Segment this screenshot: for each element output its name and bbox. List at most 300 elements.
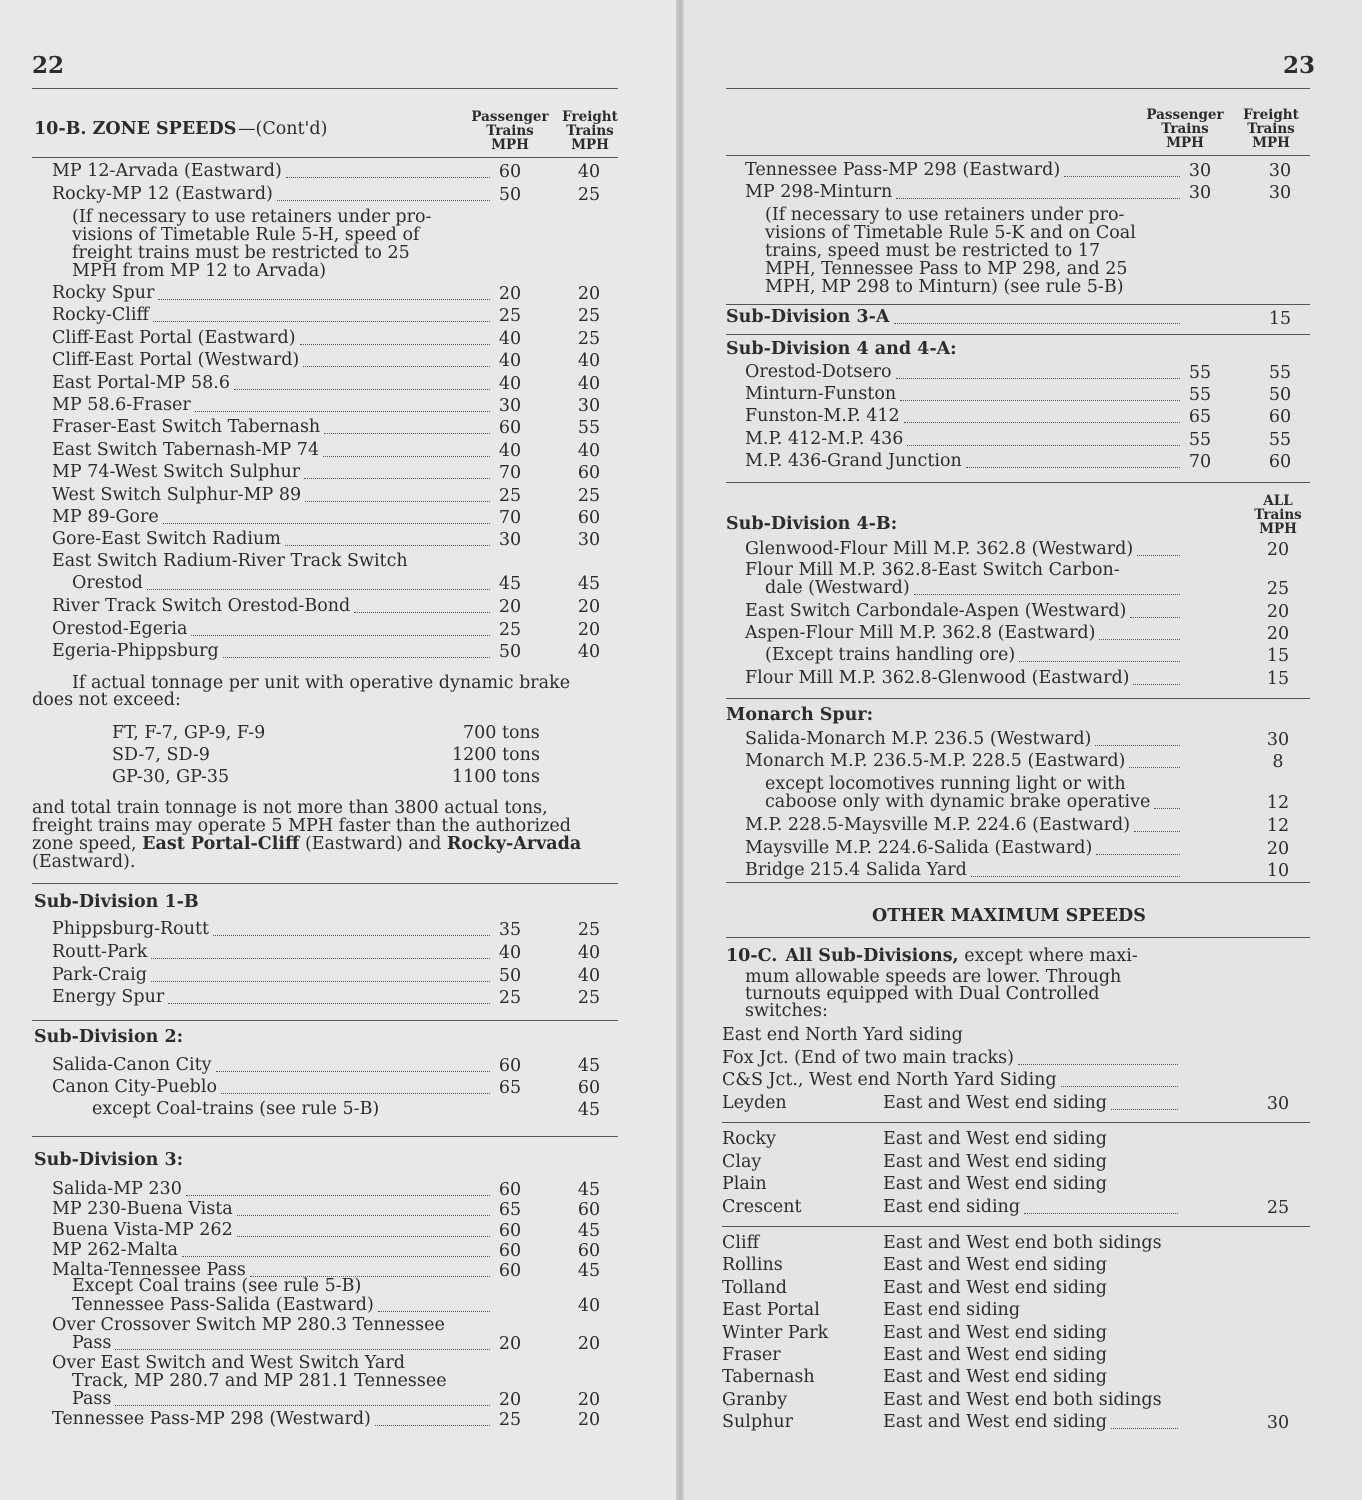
freight-speed: 60 bbox=[577, 463, 601, 484]
paragraph-line: freight trains may operate 5 MPH faster than the authorized bbox=[32, 816, 571, 836]
dot-leader bbox=[115, 1405, 490, 1406]
subdivision-title: Sub-Division 3: bbox=[34, 1150, 184, 1170]
dot-leader bbox=[1133, 684, 1180, 685]
turnout-description: East and West end siding bbox=[883, 1129, 1107, 1149]
location-name: Winter Park bbox=[722, 1322, 829, 1343]
turnout-description: East and West end siding bbox=[883, 1255, 1107, 1276]
all-trains-header bbox=[1233, 494, 1323, 536]
table-row-label: Tennessee Pass-MP 298 (Westward) bbox=[52, 1409, 371, 1429]
table-row-label: dale (Westward) bbox=[765, 578, 910, 598]
subdivision-title: Sub-Division 3-A bbox=[726, 307, 890, 327]
freight-speed: 45 bbox=[577, 1056, 601, 1076]
horizontal-rule bbox=[32, 1136, 618, 1137]
dot-leader bbox=[324, 433, 490, 434]
turnout-description: East and West end siding bbox=[883, 1322, 1107, 1343]
table-row-label: Orestod bbox=[72, 573, 143, 593]
freight-speed: 25 bbox=[577, 485, 601, 506]
horizontal-rule bbox=[32, 883, 618, 884]
dot-leader bbox=[1111, 1428, 1178, 1429]
right-page bbox=[680, 0, 1362, 1500]
dot-leader bbox=[186, 1195, 490, 1196]
passenger-speed: 25 bbox=[498, 619, 522, 640]
passenger-speed: 30 bbox=[1188, 161, 1212, 181]
passenger-speed: 25 bbox=[498, 988, 522, 1009]
table-row-label: MP 298-Minturn bbox=[745, 182, 893, 202]
horizontal-rule bbox=[32, 157, 618, 158]
horizontal-rule bbox=[726, 334, 1310, 335]
paragraph-line: does not exceed: bbox=[32, 690, 181, 710]
turnout-description: East and West end siding bbox=[883, 1345, 1107, 1365]
passenger-speed: 30 bbox=[1188, 183, 1212, 203]
table-row-label: Bridge 215.4 Salida Yard bbox=[745, 860, 967, 880]
freight-speed: 25 bbox=[577, 306, 601, 327]
table-row-label: Except Coal trains (see rule 5-B) bbox=[72, 1276, 362, 1296]
dot-leader bbox=[305, 501, 490, 502]
passenger-speed: 60 bbox=[498, 1180, 522, 1200]
table-row-label: East Switch Tabernash-MP 74 bbox=[52, 439, 320, 460]
page-number: 22 bbox=[32, 52, 65, 79]
note-line: visions of Timetable Rule 5-K and on Coal bbox=[765, 223, 1136, 243]
freight-speed: 40 bbox=[577, 642, 601, 662]
dot-leader bbox=[896, 378, 1180, 379]
freight-speed: 55 bbox=[1268, 363, 1292, 383]
dot-leader bbox=[216, 1071, 490, 1072]
column-header-line: Freight bbox=[1243, 107, 1299, 123]
dot-leader bbox=[896, 198, 1180, 199]
dot-leader bbox=[971, 876, 1180, 877]
freight-header bbox=[1226, 108, 1316, 150]
table-row-label: MP 58.6-Fraser bbox=[52, 395, 191, 415]
location-name: East Portal bbox=[722, 1300, 820, 1321]
passenger-speed: 40 bbox=[498, 942, 522, 963]
table-row-label: Flour Mill M.P. 362.8-Glenwood (Eastward) bbox=[745, 668, 1130, 688]
dot-leader bbox=[304, 478, 490, 479]
freight-speed: 20 bbox=[577, 284, 601, 304]
dot-leader bbox=[1096, 854, 1180, 855]
location-name: Clay bbox=[722, 1151, 762, 1172]
paragraph-span: (Eastward) and bbox=[299, 834, 447, 854]
location-name: East end North Yard siding bbox=[722, 1025, 963, 1045]
table-row-label: Aspen-Flour Mill M.P. 362.8 (Eastward) bbox=[745, 623, 1096, 643]
note-line: visions of Timetable Rule 5-H, speed of bbox=[72, 225, 420, 245]
all-trains-speed: 20 bbox=[1266, 838, 1290, 859]
location-name: Fraser bbox=[722, 1345, 781, 1365]
freight-speed: 20 bbox=[577, 1390, 601, 1410]
passenger-speed: 40 bbox=[498, 351, 522, 372]
all-trains-speed: 30 bbox=[1266, 730, 1290, 750]
dot-leader bbox=[285, 545, 490, 546]
paragraph-line: If actual tonnage per unit with operative dynamic brake bbox=[72, 673, 571, 693]
table-row-label: Tennessee Pass-Salida (Eastward) bbox=[72, 1295, 374, 1315]
passenger-header bbox=[465, 110, 555, 152]
passenger-speed: 70 bbox=[1188, 451, 1212, 472]
dot-leader bbox=[900, 400, 1180, 401]
dot-leader bbox=[1024, 1213, 1178, 1214]
dot-leader bbox=[1018, 1064, 1178, 1065]
freight-speed: 45 bbox=[577, 1261, 601, 1282]
turnout-description: East and West end both sidings bbox=[883, 1389, 1162, 1410]
table-row-label: Buena Vista-MP 262 bbox=[52, 1219, 233, 1240]
dot-leader bbox=[1129, 767, 1180, 768]
passenger-speed: 20 bbox=[498, 597, 522, 617]
passenger-speed: 70 bbox=[498, 508, 522, 528]
column-header-line: Passenger bbox=[471, 109, 549, 125]
turnout-description: East and West end siding bbox=[883, 1277, 1107, 1298]
freight-speed: 25 bbox=[577, 988, 601, 1009]
table-row-label: Pass bbox=[72, 1389, 112, 1409]
dot-leader bbox=[158, 299, 490, 300]
dot-leader bbox=[907, 445, 1180, 446]
passenger-speed: 60 bbox=[498, 418, 522, 439]
table-row-label: Funston-M.P. 412 bbox=[745, 406, 900, 427]
passenger-speed: 60 bbox=[498, 1056, 522, 1076]
freight-speed: 15 bbox=[1268, 309, 1292, 329]
freight-speed: 25 bbox=[577, 184, 601, 205]
column-header-line: Trains bbox=[486, 123, 534, 139]
table-row-label: Routt-Park bbox=[52, 941, 148, 962]
passenger-speed: 60 bbox=[498, 162, 522, 182]
dot-leader bbox=[234, 389, 490, 390]
passenger-speed: 50 bbox=[498, 184, 522, 205]
note-line: freight trains must be restricted to 25 bbox=[72, 243, 410, 263]
table-row-label: Orestod-Dotsero bbox=[745, 362, 892, 382]
freight-speed: 30 bbox=[1268, 183, 1292, 203]
table-row-label: Energy Spur bbox=[52, 987, 165, 1008]
turnout-description: East end siding bbox=[883, 1196, 1021, 1217]
freight-speed: 45 bbox=[577, 1100, 601, 1120]
table-row-label: caboose only with dynamic brake operative bbox=[765, 792, 1151, 812]
table-row-label: East Portal-MP 58.6 bbox=[52, 372, 230, 393]
location-name: Leyden bbox=[722, 1092, 787, 1113]
horizontal-rule bbox=[726, 937, 1310, 938]
freight-speed: 45 bbox=[577, 1180, 601, 1200]
all-trains-speed: 10 bbox=[1266, 861, 1290, 881]
location-name: Crescent bbox=[722, 1196, 802, 1217]
table-row-label: Fraser-East Switch Tabernash bbox=[52, 417, 321, 438]
table-row-label: Rocky-MP 12 (Eastward) bbox=[52, 183, 273, 204]
location-name: Fox Jct. (End of two main tracks) bbox=[722, 1047, 1014, 1068]
passenger-speed: 35 bbox=[498, 920, 522, 940]
all-trains-speed: 20 bbox=[1266, 540, 1290, 560]
freight-speed: 20 bbox=[577, 597, 601, 617]
all-trains-speed: 8 bbox=[1272, 752, 1284, 772]
turnout-description: East and West end siding bbox=[883, 1151, 1107, 1172]
freight-speed: 20 bbox=[577, 1410, 601, 1430]
subdivision-title: Sub-Division 1-B bbox=[34, 892, 199, 912]
paragraph-line: and total train tonnage is not more than 3800 actual tons, bbox=[32, 798, 548, 818]
tonnage-value: 1200 tons bbox=[452, 745, 540, 765]
column-header-line: Trains bbox=[1247, 121, 1295, 137]
table-row-label: Salida-MP 230 bbox=[52, 1179, 182, 1199]
horizontal-rule bbox=[726, 698, 1310, 699]
passenger-header bbox=[1140, 108, 1230, 150]
passenger-speed: 40 bbox=[498, 373, 522, 394]
dot-leader bbox=[1154, 808, 1180, 809]
passenger-speed: 25 bbox=[498, 1410, 522, 1430]
dot-leader bbox=[354, 612, 490, 613]
location-name: Cliff bbox=[722, 1233, 760, 1253]
dot-leader bbox=[914, 594, 1180, 595]
freight-speed: 30 bbox=[577, 530, 601, 551]
column-header-line: Trains bbox=[1254, 507, 1302, 523]
dot-leader bbox=[1099, 639, 1180, 640]
table-row-label: Track, MP 280.7 and MP 281.1 Tennessee bbox=[72, 1371, 447, 1391]
dot-leader bbox=[151, 958, 490, 959]
dot-leader bbox=[195, 411, 490, 412]
freight-speed: 40 bbox=[577, 162, 601, 182]
table-row-label: Rocky Spur bbox=[52, 283, 155, 303]
section-title: 10-B. ZONE SPEEDS bbox=[34, 119, 237, 139]
dot-leader bbox=[168, 1003, 490, 1004]
tonnage-value: 1100 tons bbox=[452, 767, 540, 787]
column-header-line: Trains bbox=[1161, 121, 1209, 137]
dot-leader bbox=[286, 177, 490, 178]
table-row-label: Monarch M.P. 236.5-M.P. 228.5 (Eastward) bbox=[745, 751, 1126, 771]
dot-leader bbox=[147, 589, 490, 590]
table-row-label: East Switch Carbondale-Aspen (Westward) bbox=[745, 601, 1127, 621]
table-row-label: MP 262-Malta bbox=[52, 1239, 178, 1260]
column-header-line: MPH bbox=[491, 137, 529, 153]
all-trains-speed: 20 bbox=[1266, 624, 1290, 644]
passenger-speed: 45 bbox=[498, 574, 522, 594]
freight-speed: 40 bbox=[577, 1296, 601, 1316]
passenger-speed: 65 bbox=[498, 1200, 522, 1221]
passenger-speed: 30 bbox=[498, 530, 522, 551]
passenger-speed: 60 bbox=[498, 1220, 522, 1241]
passenger-speed: 60 bbox=[498, 1261, 522, 1282]
dot-leader bbox=[153, 321, 490, 322]
note-line: (If necessary to use retainers under pro- bbox=[765, 205, 1125, 225]
table-row-label: (Except trains handling ore) bbox=[765, 645, 1016, 665]
table-row-label: Tennessee Pass-MP 298 (Eastward) bbox=[745, 160, 1061, 180]
passenger-speed: 20 bbox=[498, 1390, 522, 1410]
table-row-label: Cliff-East Portal (Eastward) bbox=[52, 327, 296, 348]
table-row-label: Malta-Tennessee Pass bbox=[52, 1260, 246, 1281]
dot-leader bbox=[277, 200, 490, 201]
column-header-line: MPH bbox=[1166, 135, 1204, 151]
horizontal-rule bbox=[722, 1122, 1310, 1123]
dot-leader bbox=[966, 467, 1180, 468]
freight-speed: 25 bbox=[577, 328, 601, 349]
dot-leader bbox=[1137, 555, 1180, 556]
horizontal-rule bbox=[726, 155, 1310, 156]
passenger-speed: 20 bbox=[498, 284, 522, 304]
table-row-label: Cliff-East Portal (Westward) bbox=[52, 350, 300, 371]
column-header-line: Freight bbox=[562, 109, 618, 125]
column-header-line: MPH bbox=[1252, 135, 1290, 151]
passenger-speed: 55 bbox=[1188, 363, 1212, 383]
passenger-speed: 40 bbox=[498, 440, 522, 461]
dot-leader bbox=[303, 366, 490, 367]
location-name: Granby bbox=[722, 1389, 788, 1410]
dot-leader bbox=[1134, 831, 1180, 832]
horizontal-rule bbox=[726, 482, 1310, 483]
column-header-line: ALL bbox=[1263, 493, 1293, 509]
column-header-line: Passenger bbox=[1146, 107, 1224, 123]
table-row-label: Flour Mill M.P. 362.8-East Switch Carbon- bbox=[745, 560, 1120, 580]
passenger-speed: 40 bbox=[498, 328, 522, 349]
section-heading: OTHER MAXIMUM SPEEDS bbox=[872, 906, 1146, 926]
all-trains-speed: 15 bbox=[1266, 669, 1290, 689]
paragraph-line: mum allowable speeds are lower. Through bbox=[745, 967, 1122, 987]
column-header-line: Trains bbox=[566, 123, 614, 139]
freight-speed: 20 bbox=[577, 619, 601, 640]
column-header-line: MPH bbox=[1259, 521, 1297, 537]
passenger-speed: 25 bbox=[498, 306, 522, 327]
table-row-label: Minturn-Funston bbox=[745, 384, 897, 405]
all-trains-speed: 25 bbox=[1266, 579, 1290, 599]
dot-leader bbox=[213, 935, 490, 936]
turnout-description: East and West end siding bbox=[883, 1092, 1107, 1113]
freight-speed: 60 bbox=[1268, 407, 1292, 428]
passenger-speed: 65 bbox=[498, 1078, 522, 1098]
paragraph-line bbox=[726, 948, 1138, 966]
dot-leader bbox=[300, 344, 490, 345]
dot-leader bbox=[191, 635, 490, 636]
table-row-label: East Switch Radium-River Track Switch bbox=[52, 551, 408, 571]
table-row-label: MP 12-Arvada (Eastward) bbox=[52, 161, 282, 181]
freight-speed: 40 bbox=[577, 942, 601, 963]
dot-leader bbox=[182, 1256, 490, 1257]
passenger-speed: 30 bbox=[498, 396, 522, 416]
horizontal-rule bbox=[722, 1226, 1310, 1227]
table-row-label: MP 230-Buena Vista bbox=[52, 1199, 233, 1220]
table-row-label: Phippsburg-Routt bbox=[52, 919, 210, 939]
subdivision-title: Sub-Division 2: bbox=[34, 1027, 184, 1047]
passenger-speed: 55 bbox=[1188, 429, 1212, 450]
note-line: MPH, MP 298 to Minturn) (see rule 5-B) bbox=[765, 277, 1124, 297]
dot-leader bbox=[323, 456, 490, 457]
paragraph-span: except where maxi- bbox=[958, 946, 1138, 966]
section-title-cont: —(Cont'd) bbox=[238, 119, 328, 139]
dot-leader bbox=[894, 323, 1180, 324]
note-line: MPH, Tennessee Pass to MP 298, and 25 bbox=[765, 259, 1128, 279]
note-line: trains, speed must be restricted to 17 bbox=[765, 241, 1101, 261]
freight-speed: 50 bbox=[1268, 385, 1292, 406]
paragraph-line bbox=[32, 836, 581, 854]
paragraph-span: East Portal-Cliff bbox=[142, 834, 300, 854]
passenger-speed: 50 bbox=[498, 642, 522, 662]
location-name: Rollins bbox=[722, 1255, 783, 1276]
location-name: Tabernash bbox=[722, 1367, 815, 1388]
dot-leader bbox=[1095, 745, 1180, 746]
freight-speed: 55 bbox=[1268, 429, 1292, 450]
table-row-label: Rocky-Cliff bbox=[52, 305, 149, 326]
paragraph-line: switches: bbox=[745, 1001, 828, 1021]
table-row-label: M.P. 412-M.P. 436 bbox=[745, 428, 904, 449]
dot-leader bbox=[1130, 617, 1180, 618]
passenger-speed: 55 bbox=[1188, 385, 1212, 406]
table-row-label: Over Crossover Switch MP 280.3 Tennessee bbox=[52, 1315, 445, 1335]
paragraph-span: 10-C. bbox=[726, 946, 778, 966]
table-row-label: Maysville M.P. 224.6-Salida (Eastward) bbox=[745, 837, 1093, 858]
horizontal-rule bbox=[726, 304, 1310, 305]
all-trains-speed: 20 bbox=[1266, 602, 1290, 622]
table-row-label: MP 74-West Switch Sulphur bbox=[52, 462, 301, 483]
note-line: MPH from MP 12 to Arvada) bbox=[72, 261, 327, 281]
table-row-label: M.P. 436-Grand Junction bbox=[745, 450, 962, 471]
freight-speed: 20 bbox=[577, 1334, 601, 1354]
dot-leader bbox=[151, 981, 490, 982]
all-trains-speed: 25 bbox=[1266, 1197, 1290, 1218]
table-row-label: Pass bbox=[72, 1333, 112, 1353]
freight-speed: 60 bbox=[577, 1240, 601, 1261]
paragraph-line: turnouts equipped with Dual Controlled bbox=[745, 984, 1100, 1004]
paragraph-span: zone speed, bbox=[32, 834, 143, 854]
freight-speed: 45 bbox=[577, 574, 601, 594]
table-row-label: Salida-Monarch M.P. 236.5 (Westward) bbox=[745, 729, 1092, 749]
horizontal-rule bbox=[726, 882, 1310, 883]
page-number: 23 bbox=[1283, 52, 1316, 79]
turnout-description: East and West end both sidings bbox=[883, 1233, 1162, 1253]
freight-speed: 30 bbox=[577, 396, 601, 416]
table-row-label: Park-Craig bbox=[52, 964, 147, 985]
table-row-label: Glenwood-Flour Mill M.P. 362.8 (Westward) bbox=[745, 539, 1134, 559]
paragraph-span: All Sub-Divisions, bbox=[785, 946, 959, 966]
dot-leader bbox=[1064, 176, 1180, 177]
location-name: Tolland bbox=[722, 1277, 787, 1298]
dot-leader bbox=[237, 1236, 490, 1237]
table-row-label: Egeria-Phippsburg bbox=[52, 641, 219, 661]
table-row-label: Gore-East Switch Radium bbox=[52, 529, 281, 550]
all-trains-speed: 12 bbox=[1266, 793, 1290, 813]
dot-leader bbox=[223, 657, 490, 658]
dot-leader bbox=[378, 1311, 490, 1312]
location-name: Sulphur bbox=[722, 1412, 793, 1433]
paragraph-span: Rocky-Arvada bbox=[446, 834, 582, 854]
locomotive-units: GP-30, GP-35 bbox=[112, 767, 230, 787]
freight-speed: 60 bbox=[577, 1200, 601, 1221]
passenger-speed: 60 bbox=[498, 1240, 522, 1261]
freight-speed: 30 bbox=[1268, 161, 1292, 181]
freight-speed: 25 bbox=[577, 920, 601, 940]
passenger-speed: 65 bbox=[1188, 407, 1212, 428]
freight-speed: 60 bbox=[1268, 451, 1292, 472]
freight-speed: 40 bbox=[577, 440, 601, 461]
table-row-label: Canon City-Pueblo bbox=[52, 1077, 218, 1097]
dot-leader bbox=[115, 1349, 490, 1350]
note-line: (If necessary to use retainers under pro- bbox=[72, 207, 432, 227]
horizontal-rule bbox=[726, 88, 1310, 89]
table-row-label: Over East Switch and West Switch Yard bbox=[52, 1353, 405, 1373]
subdivision-title: Sub-Division 4 and 4-A: bbox=[726, 339, 957, 359]
dot-leader bbox=[237, 1215, 490, 1216]
horizontal-rule bbox=[32, 88, 618, 89]
freight-speed: 45 bbox=[577, 1220, 601, 1241]
paragraph-line: (Eastward). bbox=[32, 852, 136, 872]
table-row-label: Salida-Canon City bbox=[52, 1055, 212, 1075]
passenger-speed: 20 bbox=[498, 1334, 522, 1354]
left-page bbox=[0, 0, 680, 1500]
subdivision-title: Sub-Division 4-B: bbox=[726, 514, 898, 534]
table-row-label: MP 89-Gore bbox=[52, 507, 159, 527]
turnout-description: East and West end siding bbox=[883, 1412, 1107, 1433]
freight-speed: 60 bbox=[577, 1078, 601, 1098]
dot-leader bbox=[375, 1425, 490, 1426]
all-trains-speed: 30 bbox=[1266, 1093, 1290, 1114]
freight-speed: 60 bbox=[577, 508, 601, 528]
all-trains-speed: 30 bbox=[1266, 1413, 1290, 1434]
dot-leader bbox=[163, 523, 490, 524]
dot-leader bbox=[1111, 1109, 1178, 1110]
freight-speed: 40 bbox=[577, 373, 601, 394]
table-row-label: West Switch Sulphur-MP 89 bbox=[52, 484, 302, 505]
dot-leader bbox=[1019, 661, 1180, 662]
turnout-description: East and West end siding bbox=[883, 1367, 1107, 1388]
passenger-speed: 25 bbox=[498, 485, 522, 506]
all-trains-speed: 12 bbox=[1266, 816, 1290, 836]
book-gutter bbox=[676, 0, 684, 1500]
